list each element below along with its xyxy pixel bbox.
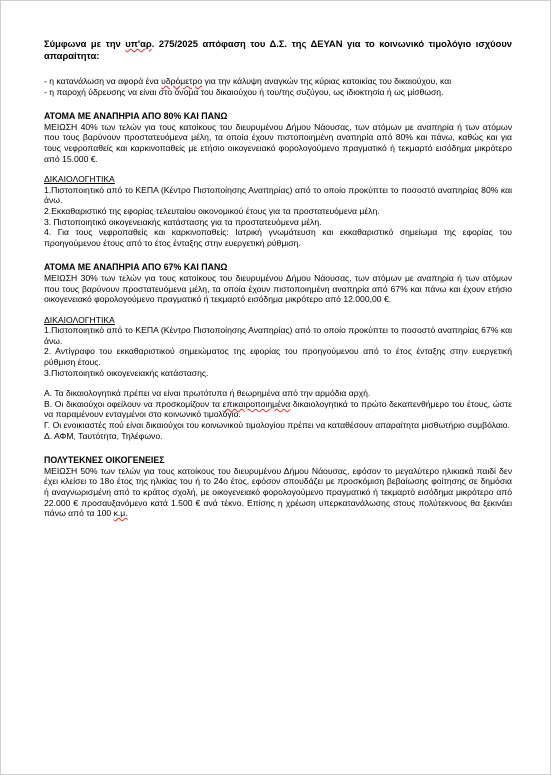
intro-ref-abbr: υπ'αρ <box>125 38 152 49</box>
large-families-unit: κ.μ. <box>113 508 128 519</box>
intro-post: . 275/2025 απόφαση του Δ.Σ. της ΔΕΥΑΝ για το κοινωνικό τιμολόγιο ισχύουν απαραίτητα: <box>44 38 512 61</box>
condition-1-word: υδρόμετρο <box>161 76 203 86</box>
section-67-title: ΑΤΟΜΑ ΜΕ ΑΝΑΠΗΡΙΑ ΑΠΟ 67% ΚΑΙ ΠΑΝΩ <box>44 262 228 273</box>
note-b-word: επικαιροποιημένα <box>222 398 291 409</box>
section-80-title: ΑΤΟΜΑ ΜΕ ΑΝΑΠΗΡΙΑ ΑΠΟ 80% ΚΑΙ ΠΑΝΩ <box>44 111 228 122</box>
note-c: Γ. Οι ενοικιαστές πού είναι δικαιούχοι του κοινωνικού τιμολογίου πρέπει να καταθέσουν απαραίτητα μισθωτήριο συμβόλαιο. <box>44 420 510 431</box>
large-families-text: ΜΕΙΩΣΗ 50% των τελών για τους κατοίκους του διευρυμένου Δήμου Νάουσας, εφόσον το μεγαλύτερο ηλικιακά παιδί δεν έχει κλείσει το 18ο έτος της ηλικίας του ή το 24ο έτος, εφόσον σπουδάζει με προσκόμιση βεβαίωσης φοίτησης σε δημόσια ή αναγνωρισμένη από το κράτος σχολή, με οικογενειακό φορολογούμενο πραγματικό ή τεκμαρτό εισόδημα μικρότερο από 22.000 € προσαυξανόμενο κατά 1.500 € ανά τέκνο. Επίσης η χρέωση υπερκατανάλωσης στους πολύτεκνους θα ξεκινάει πάνω από τα 100 <box>44 465 512 519</box>
condition-1-pre: - η κατανάλωση να αφορά ένα <box>44 76 162 86</box>
section-80-doc-4: 4. Για τους νεφροπαθείς και καρκινοπαθείς: Ιατρική γνωμάτευση και εκκαθαριστικό σημείωμα της εφορίας του προηγούμενου έτους από το έτος ένταξης στην ευεργετική ρύθμιση. <box>44 227 512 248</box>
condition-1 <box>44 76 512 87</box>
section-67-doc-1: 1.Πιστοποιητικό από το ΚΕΠΑ (Κέντρο Πιστοποίησης Αναπηρίας) από το οποίο προκύπτει το ποσοστό αναπηρίας 67% και άνω. <box>44 325 512 346</box>
section-67-doc-3: 3.Πιστοποιητικό οικογενειακής κατάστασης. <box>44 367 209 378</box>
section-80-doc-2: 2.Εκκαθαριστικό της εφορίας τελευταίου οικονομικού έτους για τα προστατευόμενα μέλη. <box>44 205 380 216</box>
section-80-doc-1: 1.Πιστοποιητικό από το ΚΕΠΑ (Κέντρο Πιστοποίησης Αναπηρίας) από το οποίο προκύπτει το ποσοστό αναπηρίας 80% και άνω. <box>44 184 512 206</box>
document-body <box>44 38 512 519</box>
section-67-doc-2: 2. Αντίγραφο του εκκαθαριστικού σημειώματος της εφορίας του προηγούμενου από το έτος ένταξης στην ευεργετική ρύθμιση έτους. <box>44 346 512 368</box>
section-80-body: ΜΕΙΩΣΗ 40% των τελών για τους κατοίκους του διευρυμένου Δήμου Νάουσας, των ατόμων με αναπηρία ή των ατόμων που τους βαρύνουν προστατευόμενα μέλη, τα οποία έχουν πιστοποιημένη αναπηρία από 80% και πάνω, καθώς και για τους νεφροπαθείς και καρκινοπαθείς με ετήσιο οικογενειακό φορολογούμενο πραγματικό ή τεκμαρτό εισόδημα μικρότερο από 15.000 €. <box>44 121 512 164</box>
section-67-body: ΜΕΙΩΣΗ 30% των τελών για τους κατοίκους του διευρυμένου Δήμου Νάουσας, των ατόμων με αναπηρία ή των ατόμων που τους βαρύνουν προστατευόμενα μέλη, τα οποία έχουν πιστοποιημένη αναπηρία από 67% και πάνω και έχουν ετήσιο οικογενειακό φορολογούμενο πραγματικό ή τεκμαρτό εισόδημα μικρότερο από 12.000,00 €. <box>44 272 512 305</box>
note-b <box>44 399 512 420</box>
section-80-doc-3: 3. Πιστοποιητικό οικογενειακής κατάστασης για τα προστατευόμενα μέλη. <box>44 216 322 227</box>
condition-2: - η παροχή ύδρευσης να είναι στο όνομα του δικαιούχου ή του/της συζύγου, ως ιδιοκτησία ή ως μίσθωση. <box>44 86 444 97</box>
note-d: Δ. ΑΦΜ, Ταυτότητα, Τηλέφωνο. <box>44 430 163 441</box>
section-67-docs-title: ΔΙΚΑΙΟΛΟΓΗΤΙΚΑ <box>44 314 115 325</box>
condition-1-post: για την κάλυψη αναγκών της κύριας κατοικίας του δικαιούχου, και <box>202 76 452 86</box>
large-families-body <box>44 466 512 519</box>
note-b-post: δικαιολογητικά το πρώτο δεκαπενθήμερο του έτους, ώστε να παραμένουν ενταγμένοι στο κοινωνικό τιμολόγιο. <box>44 398 512 420</box>
large-families-title: ΠΟΛΥΤΕΚΝΕΣ ΟΙΚΟΓΕΝΕΙΕΣ <box>44 455 165 466</box>
note-b-pre: Β. Οι δικαιούχοι οφείλουν να προσκομίζουν τα <box>44 398 223 409</box>
intro-heading <box>44 38 512 62</box>
note-a: Α. Τα δικαιολογητικά πρέπει να είναι πρωτότυπα ή θεωρημένα από την αρμόδια αρχή. <box>44 388 371 399</box>
section-80-docs-title: ΔΙΚΑΙΟΛΟΓΗΤΙΚΑ <box>44 174 115 185</box>
intro-pre: Σύμφωνα με την <box>44 38 126 49</box>
